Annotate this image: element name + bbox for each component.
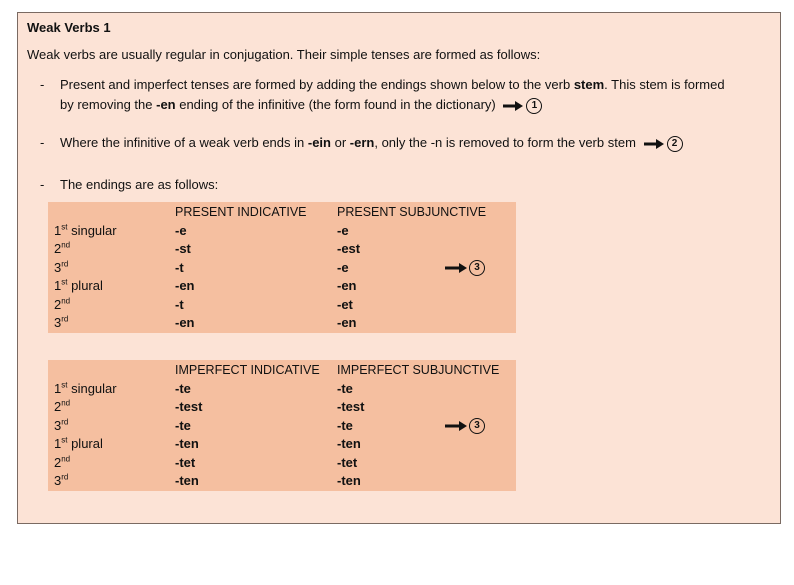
indicative-ending: -t [175,296,184,312]
bullet-dash: - [40,135,45,150]
person-label: 1st singular [54,380,117,396]
weak-verbs-panel [17,12,781,524]
table-row [48,222,516,240]
ref-circle-icon: 3 [469,418,485,434]
person-label: 1st singular [54,222,117,238]
subjunctive-ending: -e [337,259,349,275]
arrow-right-icon [503,101,523,111]
subjunctive-ending: -ten [337,436,361,452]
bullet-dash: - [40,77,45,92]
stem-term: stem [573,77,605,92]
subjunctive-ending: -test [337,399,365,415]
table-row [48,454,516,472]
indicative-ending: -tet [175,454,196,470]
person-label: 2nd [54,296,71,312]
table-row [48,398,516,416]
table-row [48,380,516,398]
person-label: 2nd [54,241,71,257]
person-label: 2nd [54,399,71,415]
person-label: 3rd [54,314,69,330]
person-label: 3rd [54,472,69,488]
indicative-ending: -en [175,278,195,294]
indicative-ending: -ten [175,473,199,488]
page-title: Weak Verbs 1 [27,20,111,35]
bullet-present-imperfect [40,75,780,117]
indicative-ending: -ten [175,436,199,452]
ref-circle-icon: 2 [667,136,683,152]
ref-circle-icon: 1 [526,98,542,114]
person-label: 1st plural [54,277,103,294]
indicative-ending: -e [175,223,187,238]
bullet-dash: - [40,177,45,192]
indicative-ending: -te [175,381,191,396]
table-row [48,472,516,490]
subjunctive-ending: -est [337,241,361,257]
bullet-line: Present and imperfect tenses are formed by adding the endings shown below to the verb stem. This stem is formed [60,77,725,92]
person-label: 2nd [54,454,71,470]
subjunctive-ending: -tet [337,454,358,470]
subjunctive-ending: -ten [337,473,361,488]
intro-text: Weak verbs are usually regular in conjugation. Their simple tenses are formed as follows: [27,47,541,62]
person-label: 3rd [54,259,69,275]
subjunctive-ending: -et [337,296,353,312]
bullet-ein-ern [40,133,780,153]
subjunctive-ending: -en [337,278,357,294]
table-row [48,277,516,295]
table-row [48,435,516,453]
ref-circle-icon: 3 [469,260,485,276]
bullet-line: Where the infinitive of a weak verb ends in -ein or -ern, only the -n is removed to form the verb stem 2 [60,133,683,153]
table-row [48,240,516,258]
subjunctive-ending: -te [337,381,353,396]
subjunctive-ending: -e [337,223,349,238]
person-label: 3rd [54,417,69,433]
indicative-ending: -te [175,417,191,433]
subjunctive-ending: -en [337,315,357,330]
indicative-ending: -test [175,399,203,415]
imperfect-endings-table: IMPERFECT INDICATIVE IMPERFECT SUBJUNCTIVE 1st singular -te -te 2nd -test -test 3rd -te -te 1st plural -ten -ten 2nd -tet -tet 3rd -ten -ten 3 [48,360,516,491]
person-label: 1st plural [54,435,103,452]
arrow-right-icon [644,139,664,149]
indicative-ending: -en [175,315,195,330]
subjunctive-ending: -te [337,417,353,433]
bullet-line: by removing the -en ending of the infinitive (the form found in the dictionary) 1 [60,95,542,115]
arrow-right-icon [445,421,467,431]
table-row [48,314,516,332]
bullet-line: The endings are as follows: [60,177,219,192]
present-endings-table: PRESENT INDICATIVE PRESENT SUBJUNCTIVE 1st singular -e -e 2nd -st -est 3rd -t -e 1st plural -en -en 2nd -t -et 3rd -en -en 3 [48,202,516,333]
arrow-right-icon [445,263,467,273]
table-row [48,296,516,314]
bullet-endings [40,175,780,195]
indicative-ending: -st [175,241,191,257]
indicative-ending: -t [175,259,184,275]
